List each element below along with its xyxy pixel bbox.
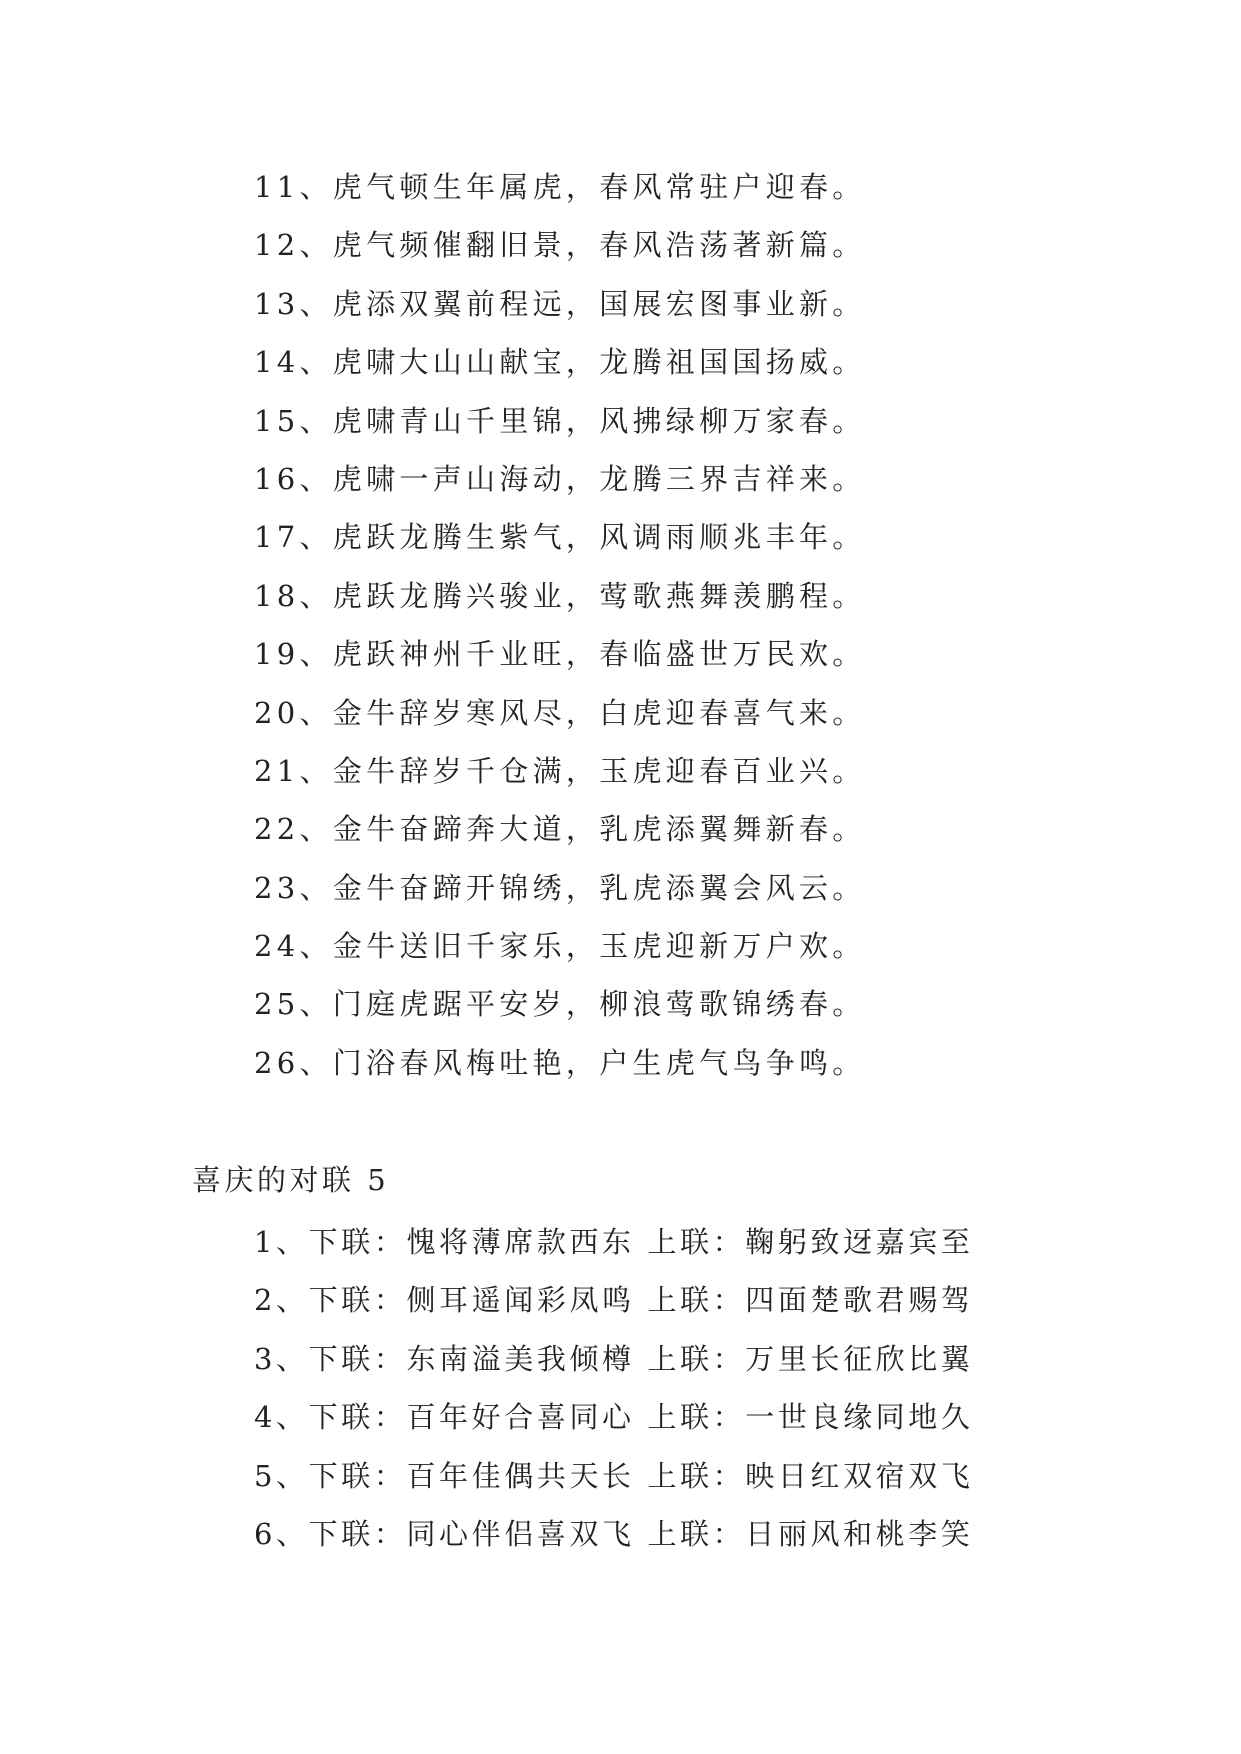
list-item: 4、下联：百年好合喜同心 上联：一世良缘同地久 — [254, 1400, 974, 1435]
list-item: 3、下联：东南溢美我倾樽 上联：万里长征欣比翼 — [254, 1341, 974, 1376]
list-item: 1、下联：愧将薄席款西东 上联：鞠躬致迓嘉宾至 — [254, 1225, 974, 1259]
list-item: 14、虎啸大山山献宝，龙腾祖国国扬威。 — [254, 345, 866, 380]
list-item: 18、虎跃龙腾兴骏业，莺歌燕舞羡鹏程。 — [254, 578, 866, 613]
couplet-list-wedding — [254, 1213, 973, 1563]
list-item: 26、门浴春风梅吐艳，户生虎气鸟争鸣。 — [254, 1045, 866, 1080]
list-item: 16、虎啸一声山海动，龙腾三界吉祥来。 — [254, 461, 866, 496]
list-item: 12、虎气频催翻旧景，春风浩荡著新篇。 — [254, 228, 866, 263]
list-item: 20、金牛辞岁寒风尽，白虎迎春喜气来。 — [254, 695, 866, 730]
list-item: 24、金牛送旧千家乐，玉虎迎新万户欢。 — [254, 929, 866, 964]
list-item: 11、虎气顿生年属虎，春风常驻户迎春。 — [254, 170, 866, 204]
list-item: 25、门庭虎踞平安岁，柳浪莺歌锦绣春。 — [254, 987, 866, 1022]
list-item: 17、虎跃龙腾生紫气，风调雨顺兆丰年。 — [254, 520, 866, 555]
list-item: 22、金牛奋蹄奔大道，乳虎添翼舞新春。 — [254, 812, 866, 847]
list-item: 2、下联：侧耳遥闻彩凤鸣 上联：四面楚歌君赐驾 — [254, 1283, 974, 1318]
list-item: 13、虎添双翼前程远，国展宏图事业新。 — [254, 286, 866, 321]
section-heading: 喜庆的对联 5 — [192, 1163, 390, 1197]
list-item: 21、金牛辞岁千仓满，玉虎迎春百业兴。 — [254, 753, 866, 788]
list-item: 23、金牛奋蹄开锦绣，乳虎添翼会风云。 — [254, 870, 866, 905]
couplet-list-tiger-year — [254, 158, 866, 1092]
list-item: 6、下联：同心伴侣喜双飞 上联：日丽风和桃李笑 — [254, 1516, 974, 1551]
list-item: 19、虎跃神州千业旺，春临盛世万民欢。 — [254, 637, 866, 672]
list-item: 5、下联：百年佳偶共天长 上联：映日红双宿双飞 — [254, 1458, 974, 1493]
list-item: 15、虎啸青山千里锦，风拂绿柳万家春。 — [254, 403, 866, 438]
